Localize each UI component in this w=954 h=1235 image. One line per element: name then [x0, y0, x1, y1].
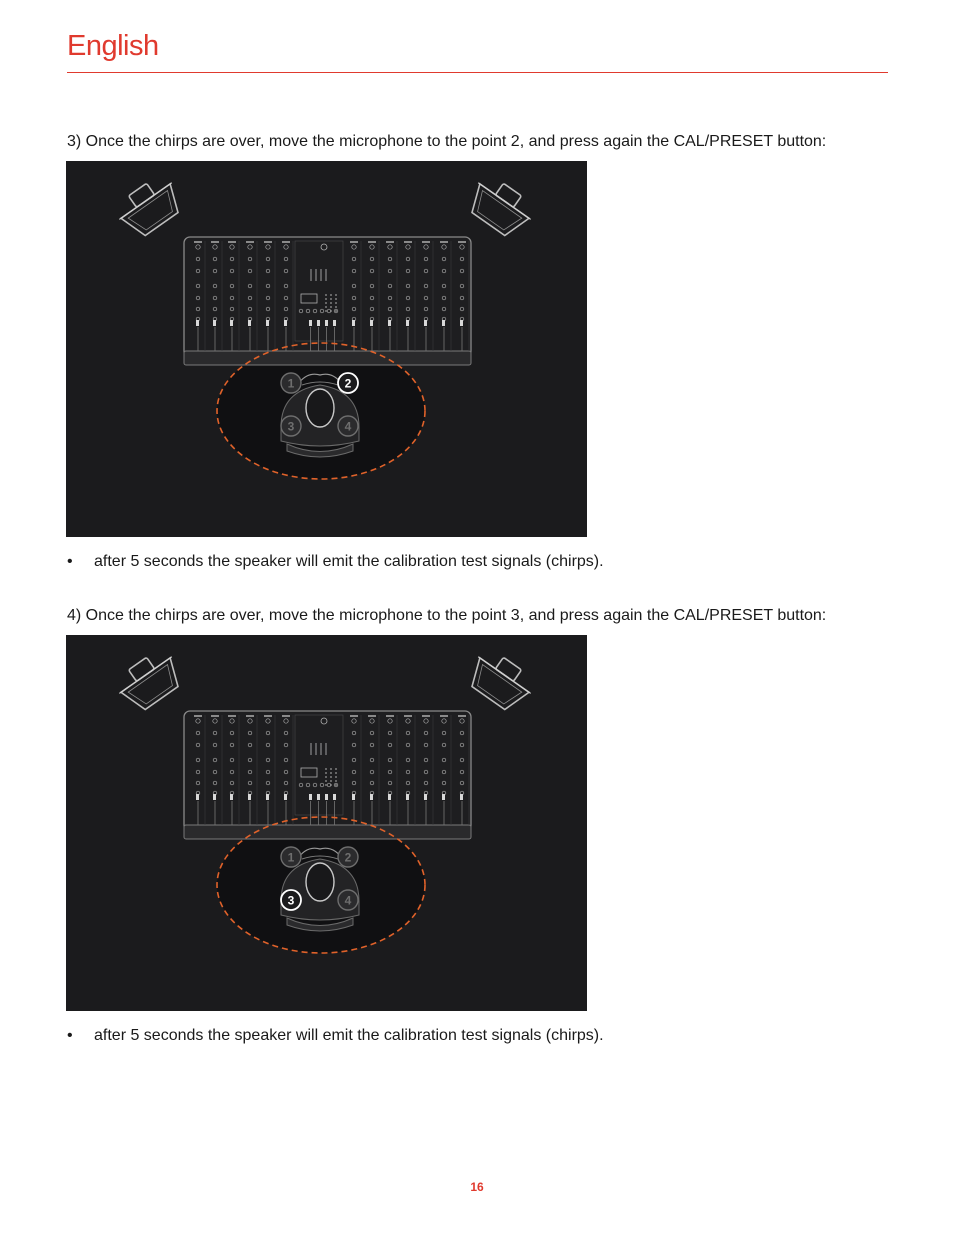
right-speaker [462, 645, 539, 716]
fader-cap [460, 320, 463, 326]
right-speaker [462, 171, 539, 242]
channel-cap [422, 715, 430, 717]
mic-point-2 [338, 847, 358, 867]
fader-cap [333, 794, 336, 800]
led-indicator [335, 784, 337, 786]
channel-cap [211, 241, 219, 243]
channel-cap [194, 241, 202, 243]
step-4-note-text: after 5 seconds the speaker will emit the calibration test signals (chirps). [94, 1027, 604, 1044]
channel-cap [246, 715, 254, 717]
channel-cap [282, 241, 290, 243]
channel-cap [440, 241, 448, 243]
led-indicator [335, 780, 337, 782]
fader-cap [213, 794, 216, 800]
fader-cap [248, 320, 251, 326]
fader-cap [284, 320, 287, 326]
led-indicator [330, 302, 332, 304]
led-indicator [335, 294, 337, 296]
led-indicator [335, 306, 337, 308]
left-speaker [111, 645, 188, 716]
channel-cap [386, 241, 394, 243]
fader-cap [352, 320, 355, 326]
channel-cap [228, 241, 236, 243]
channel-cap [404, 715, 412, 717]
speaker-edge [119, 183, 171, 220]
mic-point-1 [281, 847, 301, 867]
fader-cap [284, 794, 287, 800]
calibration-figure-step-4 [66, 635, 587, 1011]
fader-cap [317, 320, 320, 326]
mic-point-label: 4 [344, 893, 352, 908]
led-indicator [325, 768, 327, 770]
led-indicator [325, 780, 327, 782]
fader-cap [213, 320, 216, 326]
fader-cap [230, 794, 233, 800]
console-armrest [184, 351, 471, 365]
led-indicator [325, 302, 327, 304]
channel-cap [458, 715, 466, 717]
channel-cap [404, 241, 412, 243]
channel-cap [350, 715, 358, 717]
mic-point-4 [338, 416, 358, 436]
mic-point-label: 4 [344, 419, 352, 434]
channel-cap [194, 715, 202, 717]
channel-cap [422, 241, 430, 243]
mic-point-1 [281, 373, 301, 393]
led-indicator [330, 776, 332, 778]
console-body [184, 711, 471, 831]
mic-point-label: 3 [287, 893, 295, 908]
channel-cap [228, 715, 236, 717]
led-indicator [325, 784, 327, 786]
channel-cap [350, 241, 358, 243]
led-indicator [325, 772, 327, 774]
led-indicator [335, 776, 337, 778]
led-indicator [325, 776, 327, 778]
channel-cap [368, 715, 376, 717]
channel-cap [282, 715, 290, 717]
channel-cap [368, 241, 376, 243]
led-indicator [330, 780, 332, 782]
fader-cap [317, 794, 320, 800]
fader-cap [406, 794, 409, 800]
led-indicator [325, 298, 327, 300]
channel-cap [458, 241, 466, 243]
mixing-console [184, 237, 471, 365]
led-indicator [335, 310, 337, 312]
bullet-symbol: • [67, 1027, 73, 1044]
fader-cap [370, 794, 373, 800]
calibration-figure-step-3 [66, 161, 587, 537]
person-head [306, 389, 334, 427]
fader-cap [333, 320, 336, 326]
bullet-symbol: • [67, 553, 73, 570]
fader-cap [442, 320, 445, 326]
fader-cap [266, 320, 269, 326]
channel-cap [386, 715, 394, 717]
step-4-instruction: 4) Once the chirps are over, move the microphone to the point 3, and press again the CAL/PRESET button: [67, 607, 827, 624]
fader-cap [460, 794, 463, 800]
fader-cap [370, 320, 373, 326]
speaker-edge [119, 657, 171, 694]
led-indicator [335, 298, 337, 300]
led-indicator [330, 772, 332, 774]
fader-cap [325, 794, 328, 800]
fader-cap [309, 794, 312, 800]
mic-point-label: 2 [344, 850, 352, 865]
led-indicator [335, 772, 337, 774]
page-number: 16 [470, 1180, 484, 1194]
speaker-edge [478, 183, 530, 220]
mic-point-label: 3 [287, 419, 295, 434]
fader-cap [196, 320, 199, 326]
channel-cap [440, 715, 448, 717]
speaker-edge [478, 657, 530, 694]
mic-point-2 [338, 373, 358, 393]
fader-cap [388, 320, 391, 326]
led-indicator [325, 306, 327, 308]
channel-cap [246, 241, 254, 243]
fader-cap [424, 794, 427, 800]
led-indicator [330, 768, 332, 770]
led-indicator [330, 306, 332, 308]
fader-cap [266, 794, 269, 800]
led-indicator [335, 768, 337, 770]
led-indicator [335, 302, 337, 304]
led-indicator [325, 310, 327, 312]
left-speaker [111, 171, 188, 242]
mic-point-label: 2 [344, 376, 352, 391]
mic-point-label: 1 [287, 850, 295, 865]
mic-point-label: 1 [287, 376, 295, 391]
led-indicator [330, 298, 332, 300]
led-indicator [330, 294, 332, 296]
channel-cap [264, 715, 272, 717]
fader-cap [352, 794, 355, 800]
console-body [184, 237, 471, 357]
header-divider [67, 72, 888, 73]
person-head [306, 863, 334, 901]
fader-cap [196, 794, 199, 800]
channel-cap [264, 241, 272, 243]
step-3-note-text: after 5 seconds the speaker will emit the calibration test signals (chirps). [94, 553, 604, 570]
fader-cap [406, 320, 409, 326]
mic-point-3 [281, 416, 301, 436]
mic-point-4 [338, 890, 358, 910]
fader-cap [248, 794, 251, 800]
page-title: English [67, 30, 159, 62]
mixing-console [184, 711, 471, 839]
mic-point-3 [281, 890, 301, 910]
channel-cap [211, 715, 219, 717]
fader-cap [325, 320, 328, 326]
fader-cap [309, 320, 312, 326]
led-indicator [325, 294, 327, 296]
console-armrest [184, 825, 471, 839]
step-3-instruction: 3) Once the chirps are over, move the microphone to the point 2, and press again the CAL/PRESET button: [67, 133, 827, 150]
fader-cap [442, 794, 445, 800]
fader-cap [424, 320, 427, 326]
fader-cap [388, 794, 391, 800]
fader-cap [230, 320, 233, 326]
